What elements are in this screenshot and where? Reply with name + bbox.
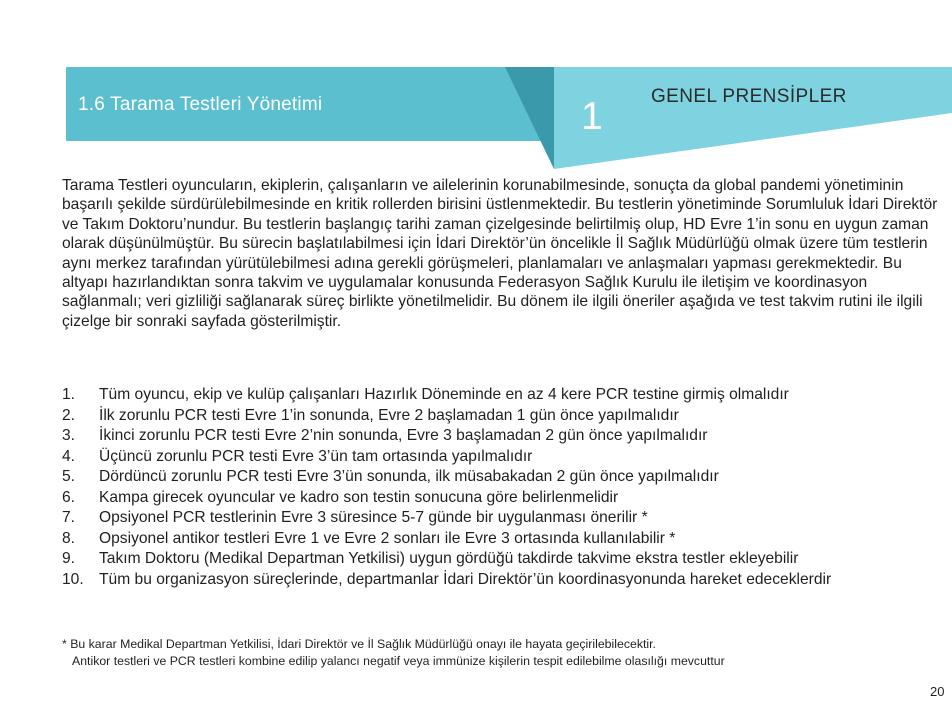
list-item	[62, 426, 942, 447]
list-text: İkinci zorunlu PCR testi Evre 2’nin sonunda, Evre 3 başlamadan 2 gün önce yapılmalıdır	[99, 427, 708, 444]
list-number: 2.	[62, 406, 76, 424]
list-number: 7.	[62, 509, 76, 526]
list-number: 5.	[62, 468, 76, 485]
footnote-line-2: Antikor testleri ve PCR testleri kombine edilip yalancı negatif veya immünize kişilerin tespit edilebilme olasılığı mevcuttur	[72, 654, 725, 668]
chapter-title: GENEL PRENSİPLER	[651, 86, 847, 107]
list-number: 4.	[62, 447, 76, 465]
list-text: İlk zorunlu PCR testi Evre 1’in sonunda, Evre 2 başlamadan 1 gün önce yapılmalıdır	[99, 406, 679, 424]
list-item	[62, 570, 942, 591]
list-item	[62, 529, 942, 550]
list-item	[62, 508, 942, 529]
chapter-number: 1	[581, 95, 603, 138]
list-text: Opsiyonel PCR testlerinin Evre 3 süresince 5-7 günde bir uygulanması önerilir *	[99, 509, 648, 526]
banner-band-right	[554, 67, 952, 169]
intro-paragraph: Tarama Testleri oyuncuların, ekiplerin, çalışanların ve ailelerinin korunabilmesinde, sonuçta da global pandemi yönetiminin başarılı şekilde sürdürülebilmesinde en kritik rollerden birisini üstlenmektedir. Bu testlerin yönetiminde Sorumluluk İdari Direktör ve Takım Doktoru’nundur. Bu testlerin başlangıç tarihi zaman çizelgesinde belirtilmiş olup, HD Evre 1’in sonu en uygun zaman olarak düşünülmüştür. Bu sürecin başlatılabilmesi için İdari Direktör’ün öncelikle İl Sağlık Müdürlüğü olmak üzere tüm testlerin aynı merkez tarafından yürütülebilmesi adına gerekli görüşmeleri, planlamaları ve anlaşmaları yapması gerekmektedir. Bu altyapı hazırlandıktan sonra takvim ve uygulamalar konusunda Federasyon Sağlık Kurulu ile iletişim ve koordinasyon sağlanmalı; veri gizliliği sağlanarak süreç birlikte yönetilmelidir. Bu dönem ile ilgili öneriler aşağıda ve test takvim rutini ile ilgili çizelge bir sonraki sayfada gösterilmiştir.	[62, 177, 938, 330]
list-item	[62, 385, 942, 406]
footnote	[62, 636, 942, 670]
footnote-line-1: * Bu karar Medikal Departman Yetkilisi, İdari Direktör ve İl Sağlık Müdürlüğü onayı ile hayata geçirilebilecektir.	[62, 637, 656, 651]
list-number: 3.	[62, 427, 76, 444]
list-number: 8.	[62, 529, 76, 547]
recommendation-list	[62, 385, 942, 590]
list-text: Takım Doktoru (Medikal Departman Yetkilisi) uygun gördüğü takdirde takvime ekstra testler ekleyebilir	[99, 550, 799, 567]
list-text: Üçüncü zorunlu PCR testi Evre 3’ün tam ortasında yapılmalıdır	[99, 447, 533, 465]
header-banner	[0, 0, 952, 180]
list-item	[62, 488, 942, 509]
list-text: Dördüncü zorunlu PCR testi Evre 3’ün sonunda, ilk müsabakadan 2 gün önce yapılmalıdır	[99, 468, 719, 485]
list-item	[62, 549, 942, 570]
list-item	[62, 406, 942, 427]
list-text: Opsiyonel antikor testleri Evre 1 ve Evre 2 sonları ile Evre 3 ortasında kullanılabilir *	[99, 529, 676, 547]
list-number: 1.	[62, 386, 76, 403]
list-number: 6.	[62, 488, 76, 506]
section-title: 1.6 Tarama Testleri Yönetimi	[78, 94, 323, 115]
list-text: Tüm bu organizasyon süreçlerinde, departmanlar İdari Direktör’ün koordinasyonunda hareket edeceklerdir	[99, 570, 832, 588]
list-number: 10.	[62, 570, 84, 588]
list-text: Kampa girecek oyuncular ve kadro son testin sonucuna göre belirlenmelidir	[99, 488, 619, 506]
list-item	[62, 467, 942, 488]
list-item	[62, 447, 942, 468]
list-text: Tüm oyuncu, ekip ve kulüp çalışanları Hazırlık Döneminde en az 4 kere PCR testine girmiş olmalıdır	[99, 386, 789, 403]
list-number: 9.	[62, 550, 76, 567]
page-number: 20	[930, 684, 945, 699]
